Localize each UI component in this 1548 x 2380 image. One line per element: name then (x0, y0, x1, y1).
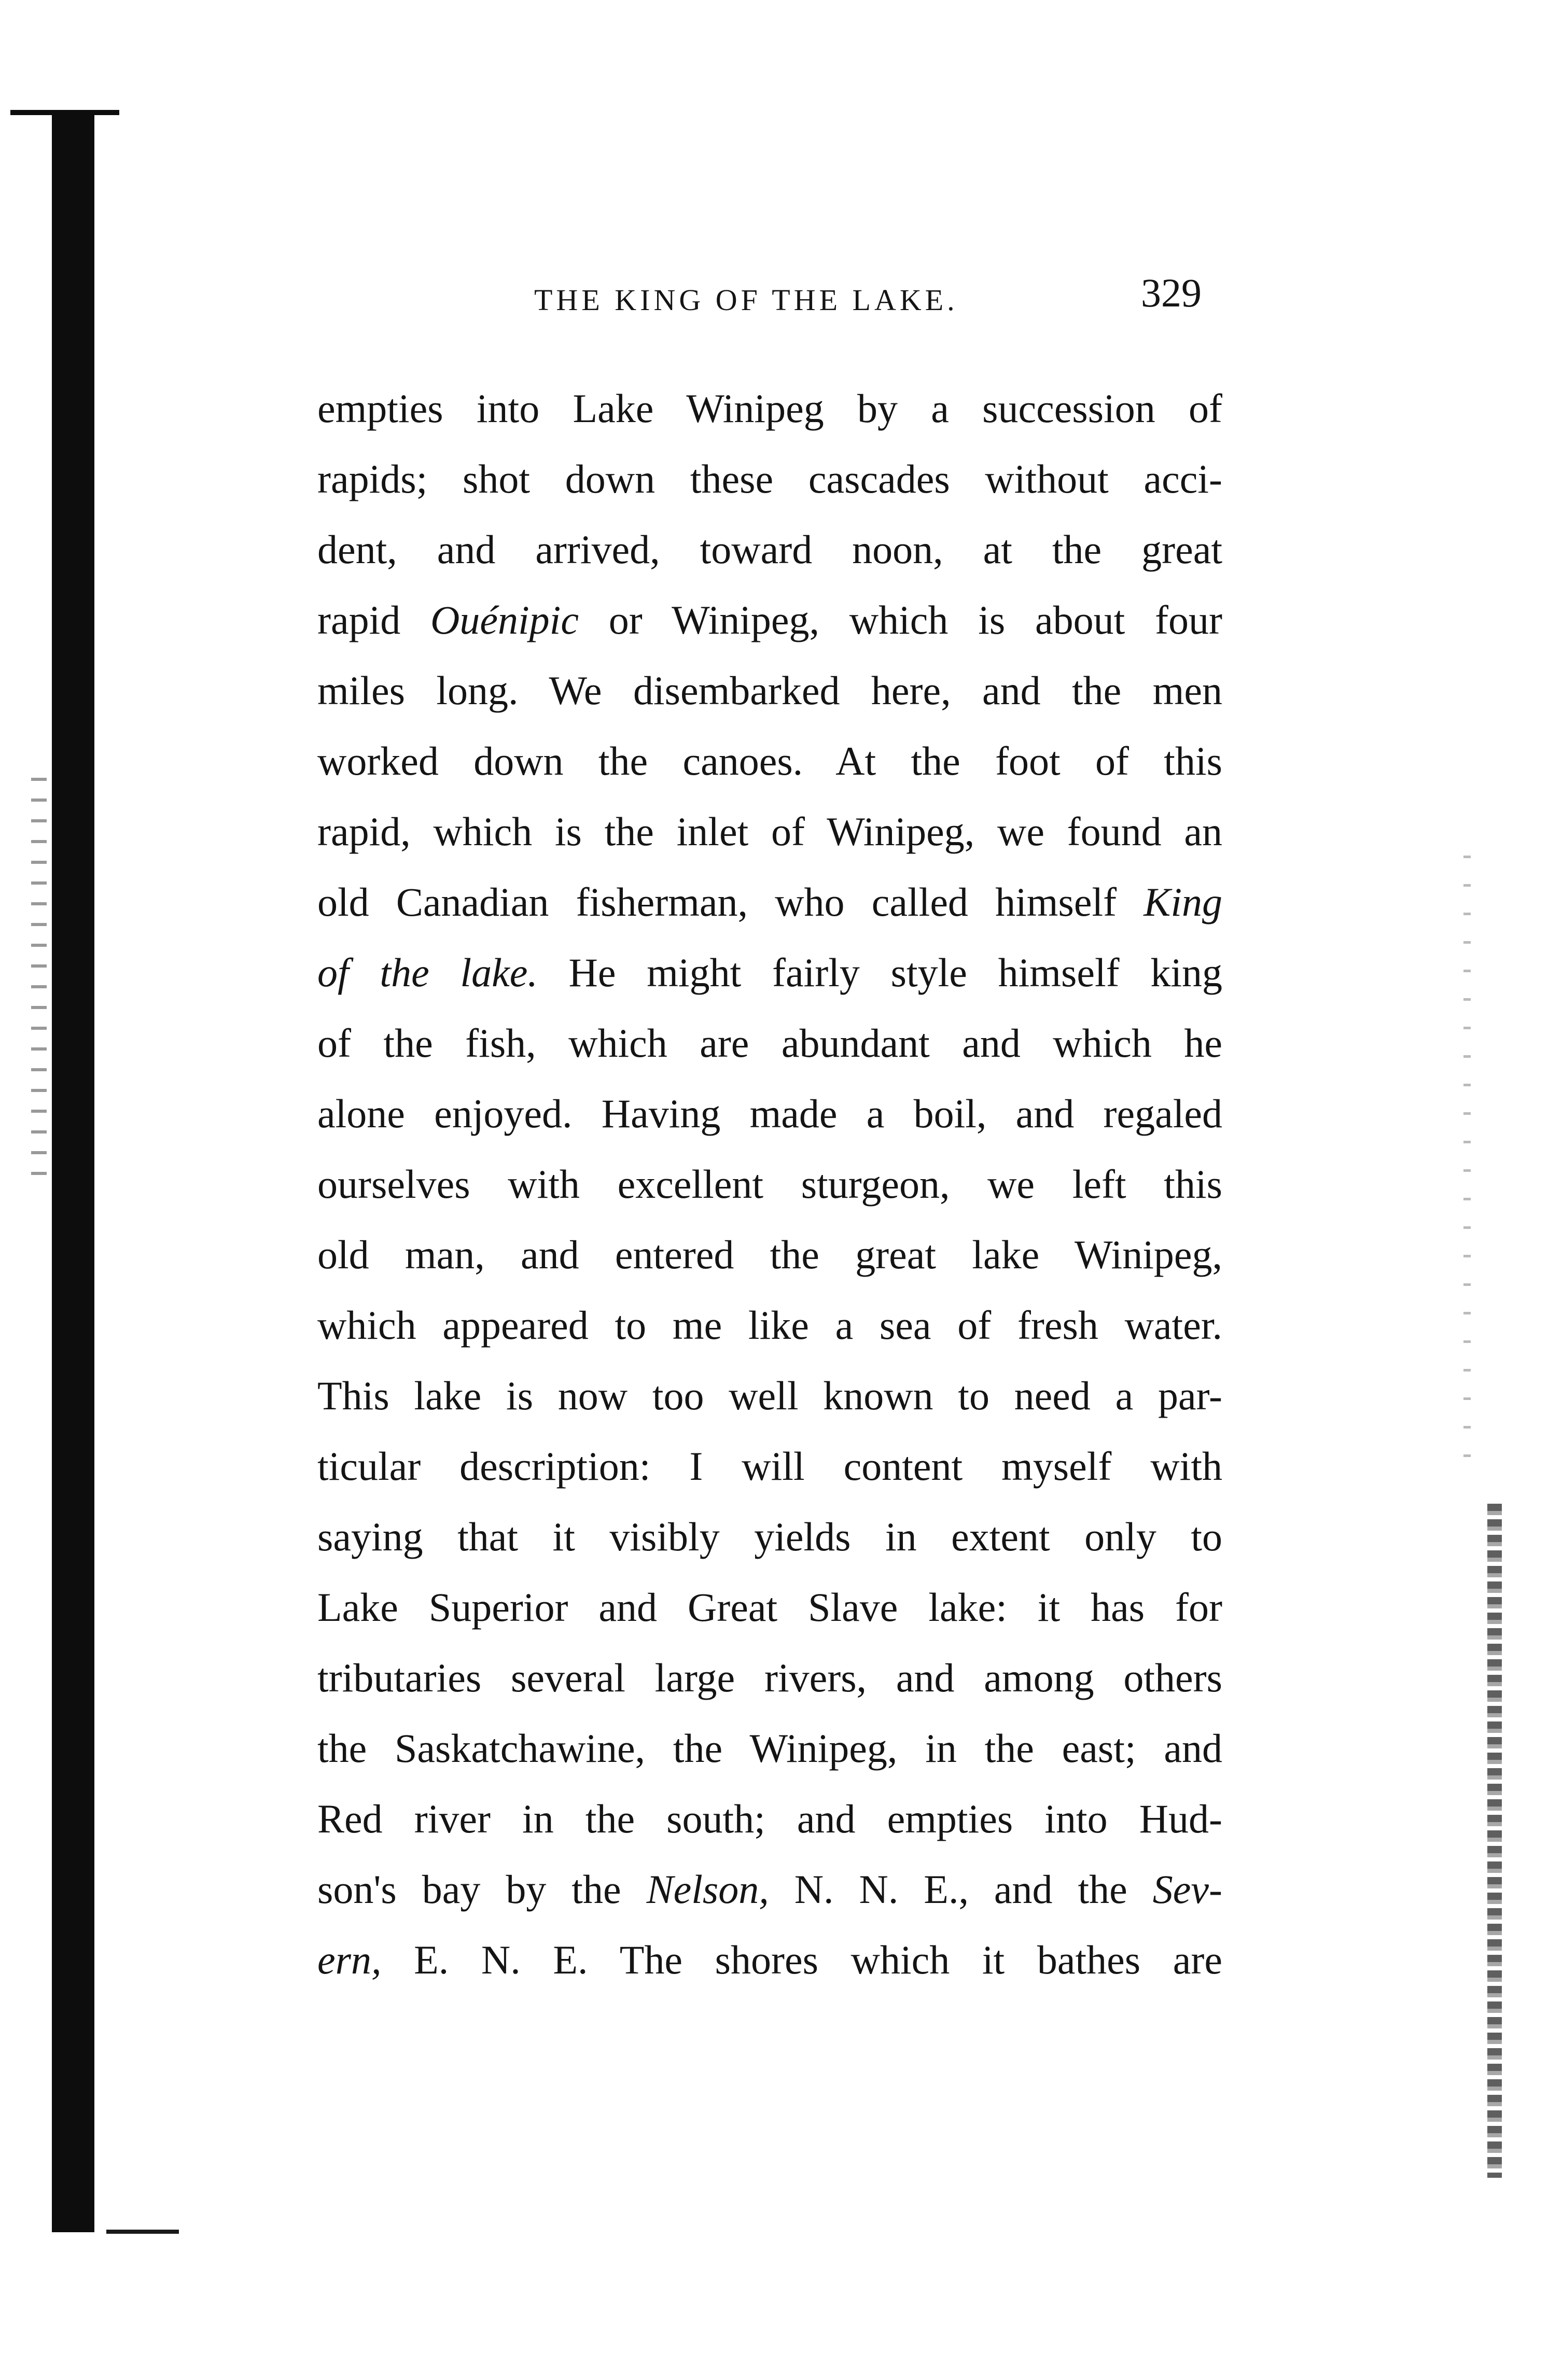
text-segment: He might fairly style himself king (537, 950, 1222, 995)
text-line (317, 1854, 1222, 1925)
text-line (317, 1713, 1222, 1784)
text-line (317, 796, 1222, 867)
binding-shadow (52, 111, 94, 2232)
text-line (317, 726, 1222, 796)
text-segment: rapid (317, 597, 431, 642)
italic-text: of the lake. (317, 950, 538, 995)
text-segment: rapid, which is the inlet of Winipeg, we found an (317, 809, 1222, 854)
text-segment: old man, and entered the great lake Winipeg, (317, 1232, 1222, 1277)
text-segment: saying that it visibly yields in extent only to (317, 1514, 1222, 1559)
page-number: 329 (1141, 270, 1202, 315)
text-line (317, 1431, 1222, 1502)
text-segment: empties into Lake Winipeg by a succession of (317, 386, 1222, 431)
text-line (317, 1290, 1222, 1361)
text-line (317, 1502, 1222, 1572)
text-segment: N. N. E., and the (769, 1867, 1153, 1912)
page-edge-right (1487, 1504, 1502, 2178)
text-segment: E. N. E. The shores which it bathes are (381, 1937, 1222, 1982)
text-segment: which appeared to me like a sea of fresh water. (317, 1303, 1222, 1348)
text-line (317, 1361, 1222, 1431)
text-line (317, 1079, 1222, 1149)
text-segment: rapids; shot down these cascades without acci- (317, 456, 1222, 501)
running-title: THE KING OF THE LAKE. (534, 283, 958, 317)
text-line (317, 867, 1222, 937)
italic-text: King (1143, 879, 1222, 925)
text-segment: tributaries several large rivers, and among others (317, 1655, 1222, 1700)
binding-edge-bottom (106, 2230, 179, 2234)
text-line (317, 1149, 1222, 1220)
body-text (317, 373, 1222, 1995)
text-line (317, 585, 1222, 655)
text-segment: alone enjoyed. Having made a boil, and regaled (317, 1091, 1222, 1136)
text-line (317, 1784, 1222, 1854)
text-segment: son's bay by the (317, 1867, 647, 1912)
gutter-specks (31, 778, 47, 1193)
text-line (317, 1643, 1222, 1713)
text-segment: of the fish, which are abundant and which he (317, 1020, 1222, 1066)
text-line (317, 514, 1222, 585)
text-line (317, 937, 1222, 1008)
text-segment: ourselves with excellent sturgeon, we left this (317, 1161, 1222, 1207)
italic-text: Sev- (1152, 1867, 1222, 1912)
text-line (317, 1220, 1222, 1290)
text-segment: Lake Superior and Great Slave lake: it has for (317, 1585, 1222, 1630)
text-line (317, 1572, 1222, 1643)
text-segment: Red river in the south; and empties into Hud- (317, 1796, 1222, 1841)
text-segment: ticular description: I will content myself with (317, 1444, 1222, 1489)
italic-text: Ouénipic (430, 597, 579, 642)
text-line (317, 373, 1222, 444)
italic-text: ern, (317, 1937, 382, 1982)
text-segment: worked down the canoes. At the foot of this (317, 738, 1222, 783)
text-segment: dent, and arrived, toward noon, at the great (317, 527, 1222, 572)
text-line (317, 1925, 1222, 1995)
text-segment: the Saskatchawine, the Winipeg, in the east; and (317, 1726, 1222, 1771)
text-segment: miles long. We disembarked here, and the men (317, 668, 1222, 713)
text-segment: or Winipeg, which is about four (578, 597, 1222, 642)
text-line (317, 1008, 1222, 1079)
text-line (317, 444, 1222, 514)
italic-text: Nelson, (646, 1867, 769, 1912)
text-segment: This lake is now too well known to need a par- (317, 1373, 1222, 1418)
text-line (317, 655, 1222, 726)
text-segment: old Canadian fisherman, who called himself (317, 879, 1144, 925)
page-edge-specks (1463, 856, 1471, 1478)
